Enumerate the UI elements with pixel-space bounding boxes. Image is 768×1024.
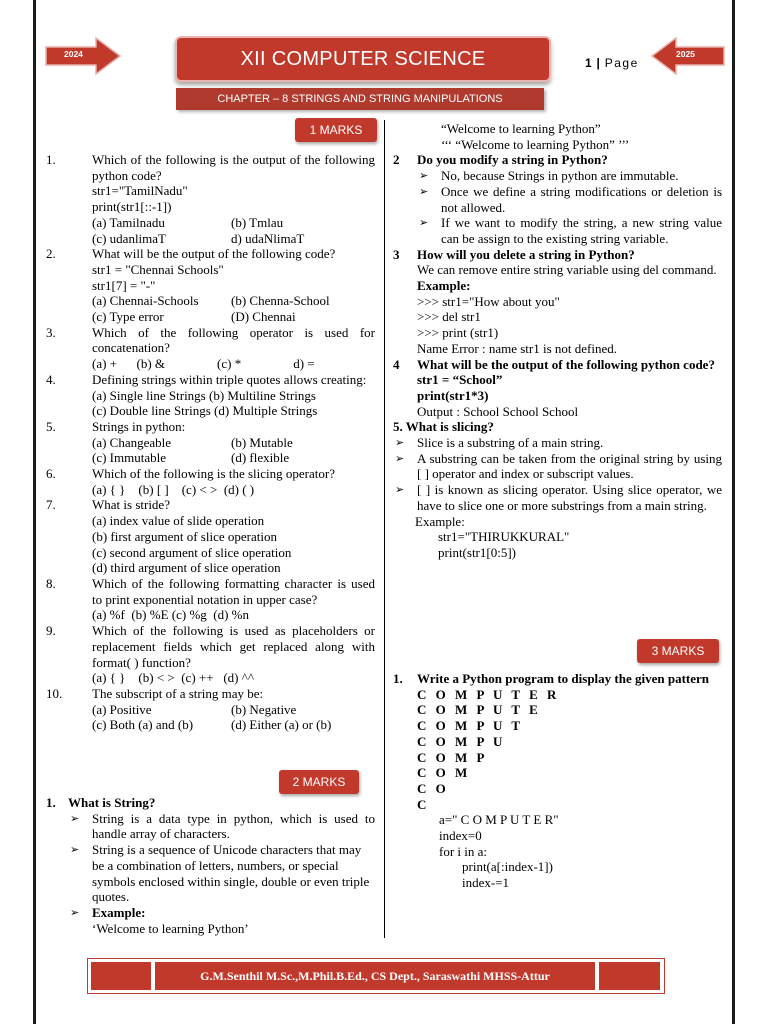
question-9: 9. Which of the following is used as placeholders or replacement fields which get replaced along with format( ) function? (a) { } (b) < > (c) ++ (d) ^^ [46, 623, 375, 686]
column-divider [384, 120, 385, 938]
question-1: 1. Which of the following is the output of the following python code? str1="TamilNadu" print(str1[::-1]) (a) Tamilnadu (b) Tmlau (c) udanlimaT d) udaNlimaT [46, 152, 375, 246]
year-right-arrow [650, 36, 722, 76]
two-mark-tag: 2 MARKS [279, 770, 359, 794]
question-5: 5. Strings in python: (a) Changeable (b) Mutable (c) Immutable (d) flexible [46, 418, 293, 466]
left-column [46, 152, 375, 733]
question-10: 10. The subscript of a string may be: (a) Positive (b) Negative (c) Both (a) and (b) (d) Either (a) or (b) [46, 685, 332, 733]
page-title: XII COMPUTER SCIENCE [175, 36, 551, 82]
question-slicing: 5. What is slicing? ➢ Slice is a substring of a main string. ➢ A substring can be taken from the original string by using [ ] operator and index or subscript values. ➢ [ ] is known as slicing operator. Using slice operator, we have to slice one or more substrings from a main string. Example: str1="THIRUKKURAL" print(str1[0:5]) [393, 419, 722, 560]
question-output: 4 What will be the output of the following python code? str1 = “School” print(str1*3) Output : School School School [393, 356, 715, 419]
question-2: 2. What will be the output of the following code? str1 = "Chennai Schools" str1[7] = "-" (a) Chennai-Schools (b) Chenna-School (c) Type error (D) Chennai [46, 246, 336, 325]
three-mark-right [393, 671, 722, 891]
footer-left-block [91, 962, 151, 990]
year-left: 2024 [64, 49, 83, 59]
left-border-line [33, 0, 36, 1024]
three-mark-question-1: 1. Write a Python program to display the given pattern C O M P U T E R C O M P U T E C O M P U T C O M P U C O M P C O M C O C a=" C O M P U T E R" index=0 for i in a: print(a[:index-1]) index-=1 [393, 671, 710, 891]
right-column [393, 121, 722, 561]
footer-right-block [599, 962, 660, 990]
question-4: 4. Defining strings within triple quotes allows creating: (a) Single line Strings (b) Multiline Strings (c) Double line Strings (d) Multiple Strings [46, 371, 367, 419]
two-mark-left [46, 795, 375, 936]
one-mark-tag: 1 MARKS [295, 118, 377, 142]
year-left-arrow [44, 36, 116, 76]
question-8: 8. Which of the following formatting character is used to print exponential notation in upper case? (a) %f (b) %E (c) %g (d) %n [46, 575, 375, 623]
example-double-quote: “Welcome to learning Python” [441, 121, 601, 136]
footer-banner [87, 958, 665, 994]
example-triple-quote: ‘‘‘ “Welcome to learning Python” ’’’ [441, 136, 630, 152]
question-delete: 3 How will you delete a string in Python? We can remove entire string variable using del command. Example: >>> str1="How about you" >>> del str1 >>> print (str1) Name Error : name str1 is not defined. [393, 246, 717, 356]
question-7: 7. What is stride? (a) index value of slide operation (b) first argument of slice operation (c) second argument of slice operation (d) third argument of slice operation [46, 497, 292, 576]
question-3: 3. Which of the following operator is used for concatenation? (a) + (b) & (c) * d) = [46, 324, 375, 372]
footer-author: G.M.Senthil M.Sc.,M.Phil.B.Ed., CS Dept., Saraswathi MHSS-Attur [155, 962, 595, 990]
chapter-banner: CHAPTER – 8 STRINGS AND STRING MANIPULATIONS [176, 88, 544, 110]
question-modify: 2 Do you modify a string in Python? ➢ No, because Strings in python are immutable. ➢ Once we define a string modifications or deletion is not allowed. ➢ If we want to modify the string, a new string value can be assign to the existing string variable. [393, 152, 722, 246]
three-mark-tag: 3 MARKS [637, 639, 719, 663]
year-right: 2025 [676, 49, 695, 59]
right-border-line [732, 0, 735, 1024]
question-6: 6. Which of the following is the slicing operator? (a) { } (b) [ ] (c) < > (d) ( ) [46, 466, 335, 497]
page-number: 1 | Page [585, 56, 639, 70]
two-mark-question-1: 1. What is String? ➢ String is a data type in python, which is used to handle array of characters. ➢ String is a sequence of Unicode characters that may be a combination of letters, numbers, or special symbols enclosed within single, double or even triple quotes. ➢ Example: ‘Welcome to learning Python’ [46, 795, 375, 936]
